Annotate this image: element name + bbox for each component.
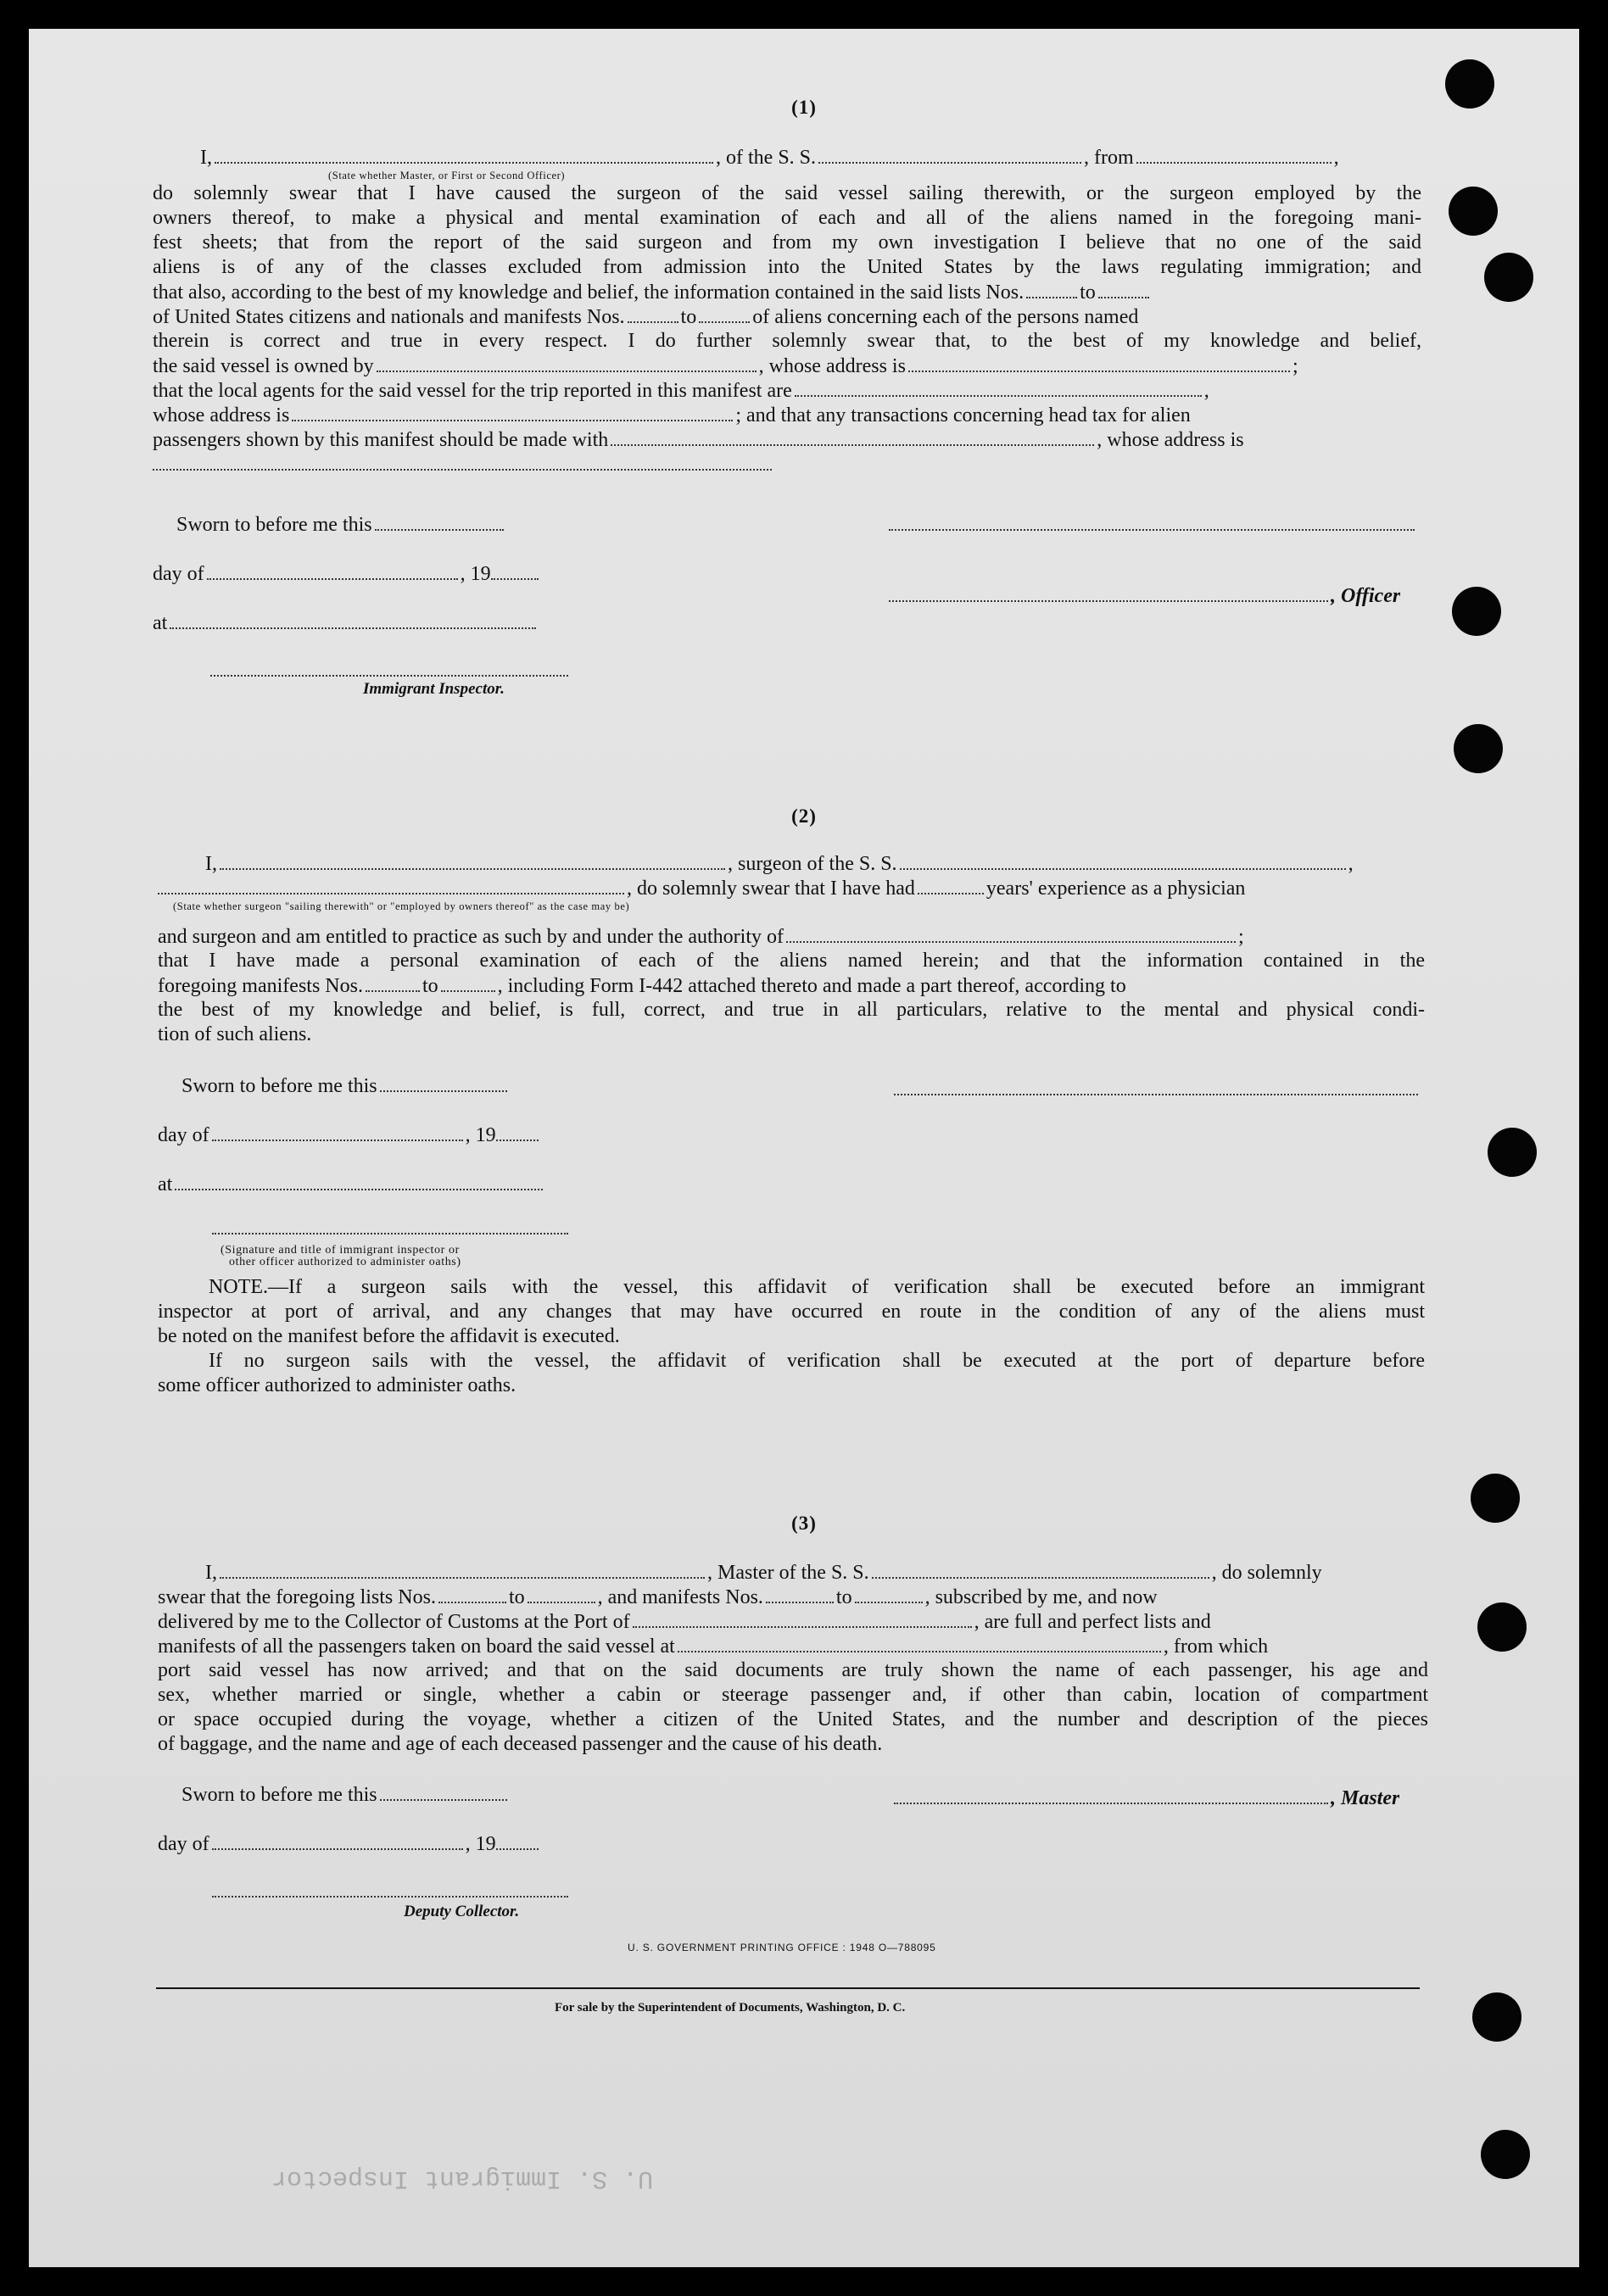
body-line: tion of such aliens. [158, 1023, 312, 1045]
body-line: the said vessel is owned by , whose address is ; [153, 355, 1298, 377]
binder-hole [1484, 253, 1533, 302]
section-2-number: (2) [791, 805, 817, 827]
at-line: at [158, 1172, 545, 1196]
body-line: therein is correct and true in every respect. I do further solemnly swear that, to the best of my knowledge and belief, [153, 330, 1421, 352]
bleed-through-stamp: U. S. Immigrant Inspector [271, 2164, 654, 2193]
signature-line [894, 1094, 1418, 1095]
body-line: passengers shown by this manifest should be made with , whose address is [153, 429, 1244, 451]
verification-note [158, 1275, 1425, 1398]
binder-hole [1452, 587, 1501, 636]
section-1 [153, 145, 1421, 476]
body-line: and surgeon and am entitled to practice as such by and under the authority of ; [158, 926, 1244, 948]
body-line: of United States citizens and nationals and manifests Nos. to of aliens concerning each of the persons named [153, 306, 1139, 328]
body-line: owners thereof, to make a physical and mental examination of each and all of the aliens named in the foregoing mani- [153, 207, 1421, 229]
note-line: inspector at port of arrival, and any changes that may have occurred en route in the condition of any of the aliens must [158, 1301, 1425, 1323]
signature-note-line-2: other officer authorized to administer oaths) [229, 1256, 461, 1268]
inspector-signature-line [212, 1233, 568, 1234]
body-line: foregoing manifests Nos. to , including Form I-442 attached thereto and made a part thereof, according to [158, 975, 1126, 997]
note-line: be noted on the manifest before the affidavit is executed. [158, 1325, 620, 1347]
footer-rule [156, 1987, 1420, 1989]
body-line: that also, according to the best of my knowledge and belief, the information contained in the said lists Nos. to [153, 280, 1421, 304]
sale-notice: For sale by the Superintendent of Documents, Washington, D. C. [555, 2001, 906, 2015]
body-line: swear that the foregoing lists Nos. to , and manifests Nos. to , subscribed by me, and now [158, 1586, 1158, 1608]
sworn-line: Sworn to before me this [181, 1073, 510, 1098]
day-of-line: day of , 19 [153, 561, 541, 586]
binder-hole [1488, 1128, 1537, 1177]
section-2-opening-line: I, , surgeon of the S. S. , [205, 853, 1354, 875]
body-line: delivered by me to the Collector of Customs at the Port of , are full and perfect lists and [158, 1611, 1211, 1633]
day-of-line: day of , 19 [158, 1831, 541, 1856]
body-line: aliens is of any of the classes excluded from admission into the United States by the laws regulating immigration; and [153, 256, 1421, 278]
at-line: at [153, 610, 539, 635]
day-of-line: day of , 19 [158, 1123, 541, 1147]
printing-office-imprint: U. S. GOVERNMENT PRINTING OFFICE : 1948 O—788095 [628, 1942, 936, 1953]
section-1-number: (1) [791, 97, 817, 118]
section-2-second-line: , do solemnly swear that I have had years' experience as a physician [158, 876, 1425, 900]
sworn-line: Sworn to before me this [181, 1782, 510, 1807]
binder-hole [1481, 2130, 1530, 2179]
binder-hole [1477, 1602, 1527, 1652]
body-line: that the local agents for the said vessel for the trip reported in this manifest are , [153, 380, 1209, 402]
master-signature-line: , Master [894, 1786, 1399, 1810]
note-line: some officer authorized to administer oaths. [158, 1374, 516, 1396]
collector-title: Deputy Collector. [404, 1903, 520, 1920]
signature-line [889, 529, 1415, 531]
section-3-opening-line: I, , Master of the S. S. , do solemnly [205, 1562, 1322, 1584]
form-page [29, 29, 1579, 2267]
section-1-opening-line: I, , of the S. S. , from , [200, 147, 1339, 169]
body-line: the best of my knowledge and belief, is full, correct, and true in all particulars, relative to the mental and physical condi- [158, 999, 1425, 1021]
body-line: or space occupied during the voyage, whether a citizen of the United States, and the number and description of the pieces [158, 1708, 1428, 1730]
sworn-line: Sworn to before me this [176, 512, 506, 537]
section-3 [158, 1560, 1428, 1757]
note-line: NOTE.—If a surgeon sails with the vessel, this affidavit of verification shall be executed before an immigrant [209, 1276, 1425, 1298]
body-line: port said vessel has now arrived; and that on the said documents are truly shown the name of each passenger, his age and [158, 1659, 1428, 1681]
signature-note-line-1: (Signature and title of immigrant inspector or [221, 1244, 460, 1257]
binder-hole [1472, 1992, 1521, 2042]
section-1-officer-note: (State whether Master, or First or Second Officer) [328, 170, 566, 181]
collector-signature-line [212, 1896, 568, 1898]
officer-line: , Officer [889, 583, 1400, 608]
body-line: of baggage, and the name and age of each deceased passenger and the cause of his death. [158, 1733, 883, 1755]
binder-hole [1449, 187, 1498, 236]
body-line: fest sheets; that from the report of the said surgeon and from my own investigation I believe that no one of the said [153, 231, 1421, 254]
body-line: sex, whether married or single, whether a cabin or steerage passenger and, if other than cabin, location of compartment [158, 1684, 1428, 1706]
inspector-signature-line [210, 675, 568, 677]
body-line: do solemnly swear that I have caused the surgeon of the said vessel sailing therewith, or the surgeon employed by the [153, 182, 1421, 204]
body-line: whose address is ; and that any transactions concerning head tax for alien [153, 404, 1191, 426]
binder-hole [1454, 724, 1503, 773]
section-3-number: (3) [791, 1513, 817, 1534]
inspector-title: Immigrant Inspector. [363, 680, 505, 698]
section-2 [158, 851, 1425, 1047]
body-line: that I have made a personal examination of each of the aliens named herein; and that the information contained in the [158, 950, 1425, 972]
body-line: manifests of all the passengers taken on board the said vessel at , from which [158, 1636, 1269, 1658]
note-line: If no surgeon sails with the vessel, the affidavit of verification shall be executed at the port of departure before [209, 1350, 1425, 1372]
section-2-surgeon-note: (State whether surgeon "sailing therewith" or "employed by owners thereof" as the case may be) [173, 900, 630, 912]
